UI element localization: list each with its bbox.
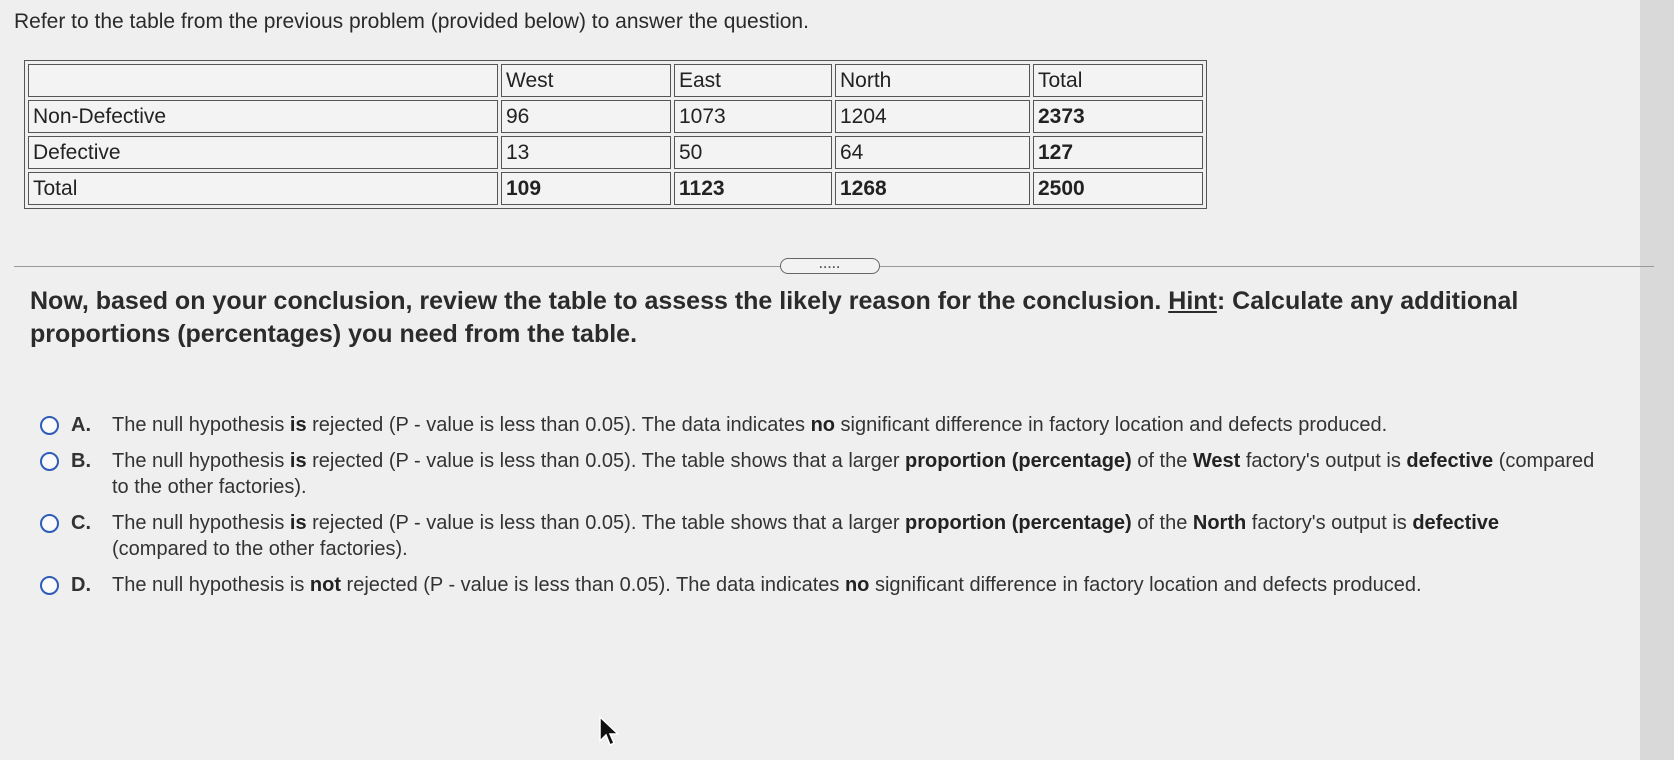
option-text-c: The null hypothesis is rejected (P - value is less than 0.05). The table shows that a larger proportion (percentage) of the North factory's output is defective (compared to the other factories). — [112, 512, 1500, 560]
row-label: Total — [28, 172, 498, 205]
table-cell: 50 — [674, 136, 832, 169]
option-d[interactable] — [40, 572, 1600, 598]
table-cell: 1268 — [835, 172, 1030, 205]
option-text-d: The null hypothesis is not rejected (P - value is less than 0.05). The data indicates no significant difference in factory location and defects produced. — [112, 574, 1422, 596]
table-cell: 2373 — [1033, 100, 1203, 133]
table-cell: 1073 — [674, 100, 832, 133]
table-cell: 96 — [501, 100, 671, 133]
radio-button-b[interactable] — [40, 452, 59, 471]
table-header-cell: North — [835, 64, 1030, 97]
option-text-a: The null hypothesis is rejected (P - value is less than 0.05). The data indicates no significant difference in factory location and defects produced. — [112, 414, 1388, 436]
hint-label: Hint — [1168, 287, 1217, 315]
table-cell: 1123 — [674, 172, 832, 205]
option-letter: A. — [71, 414, 91, 436]
table-row — [28, 172, 1203, 205]
question-body: Now, based on your conclusion, review the table to assess the likely reason for the conclusion. — [30, 287, 1162, 315]
table-cell: 13 — [501, 136, 671, 169]
table-row — [28, 136, 1203, 169]
table-header-row — [28, 64, 1203, 97]
row-label: Defective — [28, 136, 498, 169]
table-cell: 64 — [835, 136, 1030, 169]
table-cell: 1204 — [835, 100, 1030, 133]
page-edge — [1640, 0, 1674, 760]
table-header-cell: West — [501, 64, 671, 97]
answer-options — [40, 412, 1600, 608]
radio-button-a[interactable] — [40, 416, 59, 435]
table-header-cell: Total — [1033, 64, 1203, 97]
divider-handle[interactable]: ..... — [780, 258, 880, 274]
option-letter: D. — [71, 574, 91, 596]
table-header-cell: East — [674, 64, 832, 97]
hint-text: : Calculate any additional proportions (percentages) you need from the table. — [30, 287, 1519, 348]
mouse-pointer-icon — [598, 715, 622, 749]
option-c[interactable] — [40, 510, 1600, 562]
option-letter: B. — [71, 450, 91, 472]
option-letter: C. — [71, 512, 91, 534]
option-b[interactable] — [40, 448, 1600, 500]
table-cell: 2500 — [1033, 172, 1203, 205]
table-row — [28, 100, 1203, 133]
table-cell: 109 — [501, 172, 671, 205]
option-text-b: The null hypothesis is rejected (P - value is less than 0.05). The table shows that a larger proportion (percentage) of the West factory's output is defective (compared to the other factories). — [112, 450, 1595, 498]
row-label: Non-Defective — [28, 100, 498, 133]
question-text — [30, 285, 1590, 351]
table-header-cell — [28, 64, 498, 97]
option-a[interactable] — [40, 412, 1600, 438]
contingency-table — [24, 60, 1207, 209]
radio-button-d[interactable] — [40, 576, 59, 595]
intro-text: Refer to the table from the previous problem (provided below) to answer the question. — [14, 10, 809, 33]
radio-button-c[interactable] — [40, 514, 59, 533]
table-cell: 127 — [1033, 136, 1203, 169]
